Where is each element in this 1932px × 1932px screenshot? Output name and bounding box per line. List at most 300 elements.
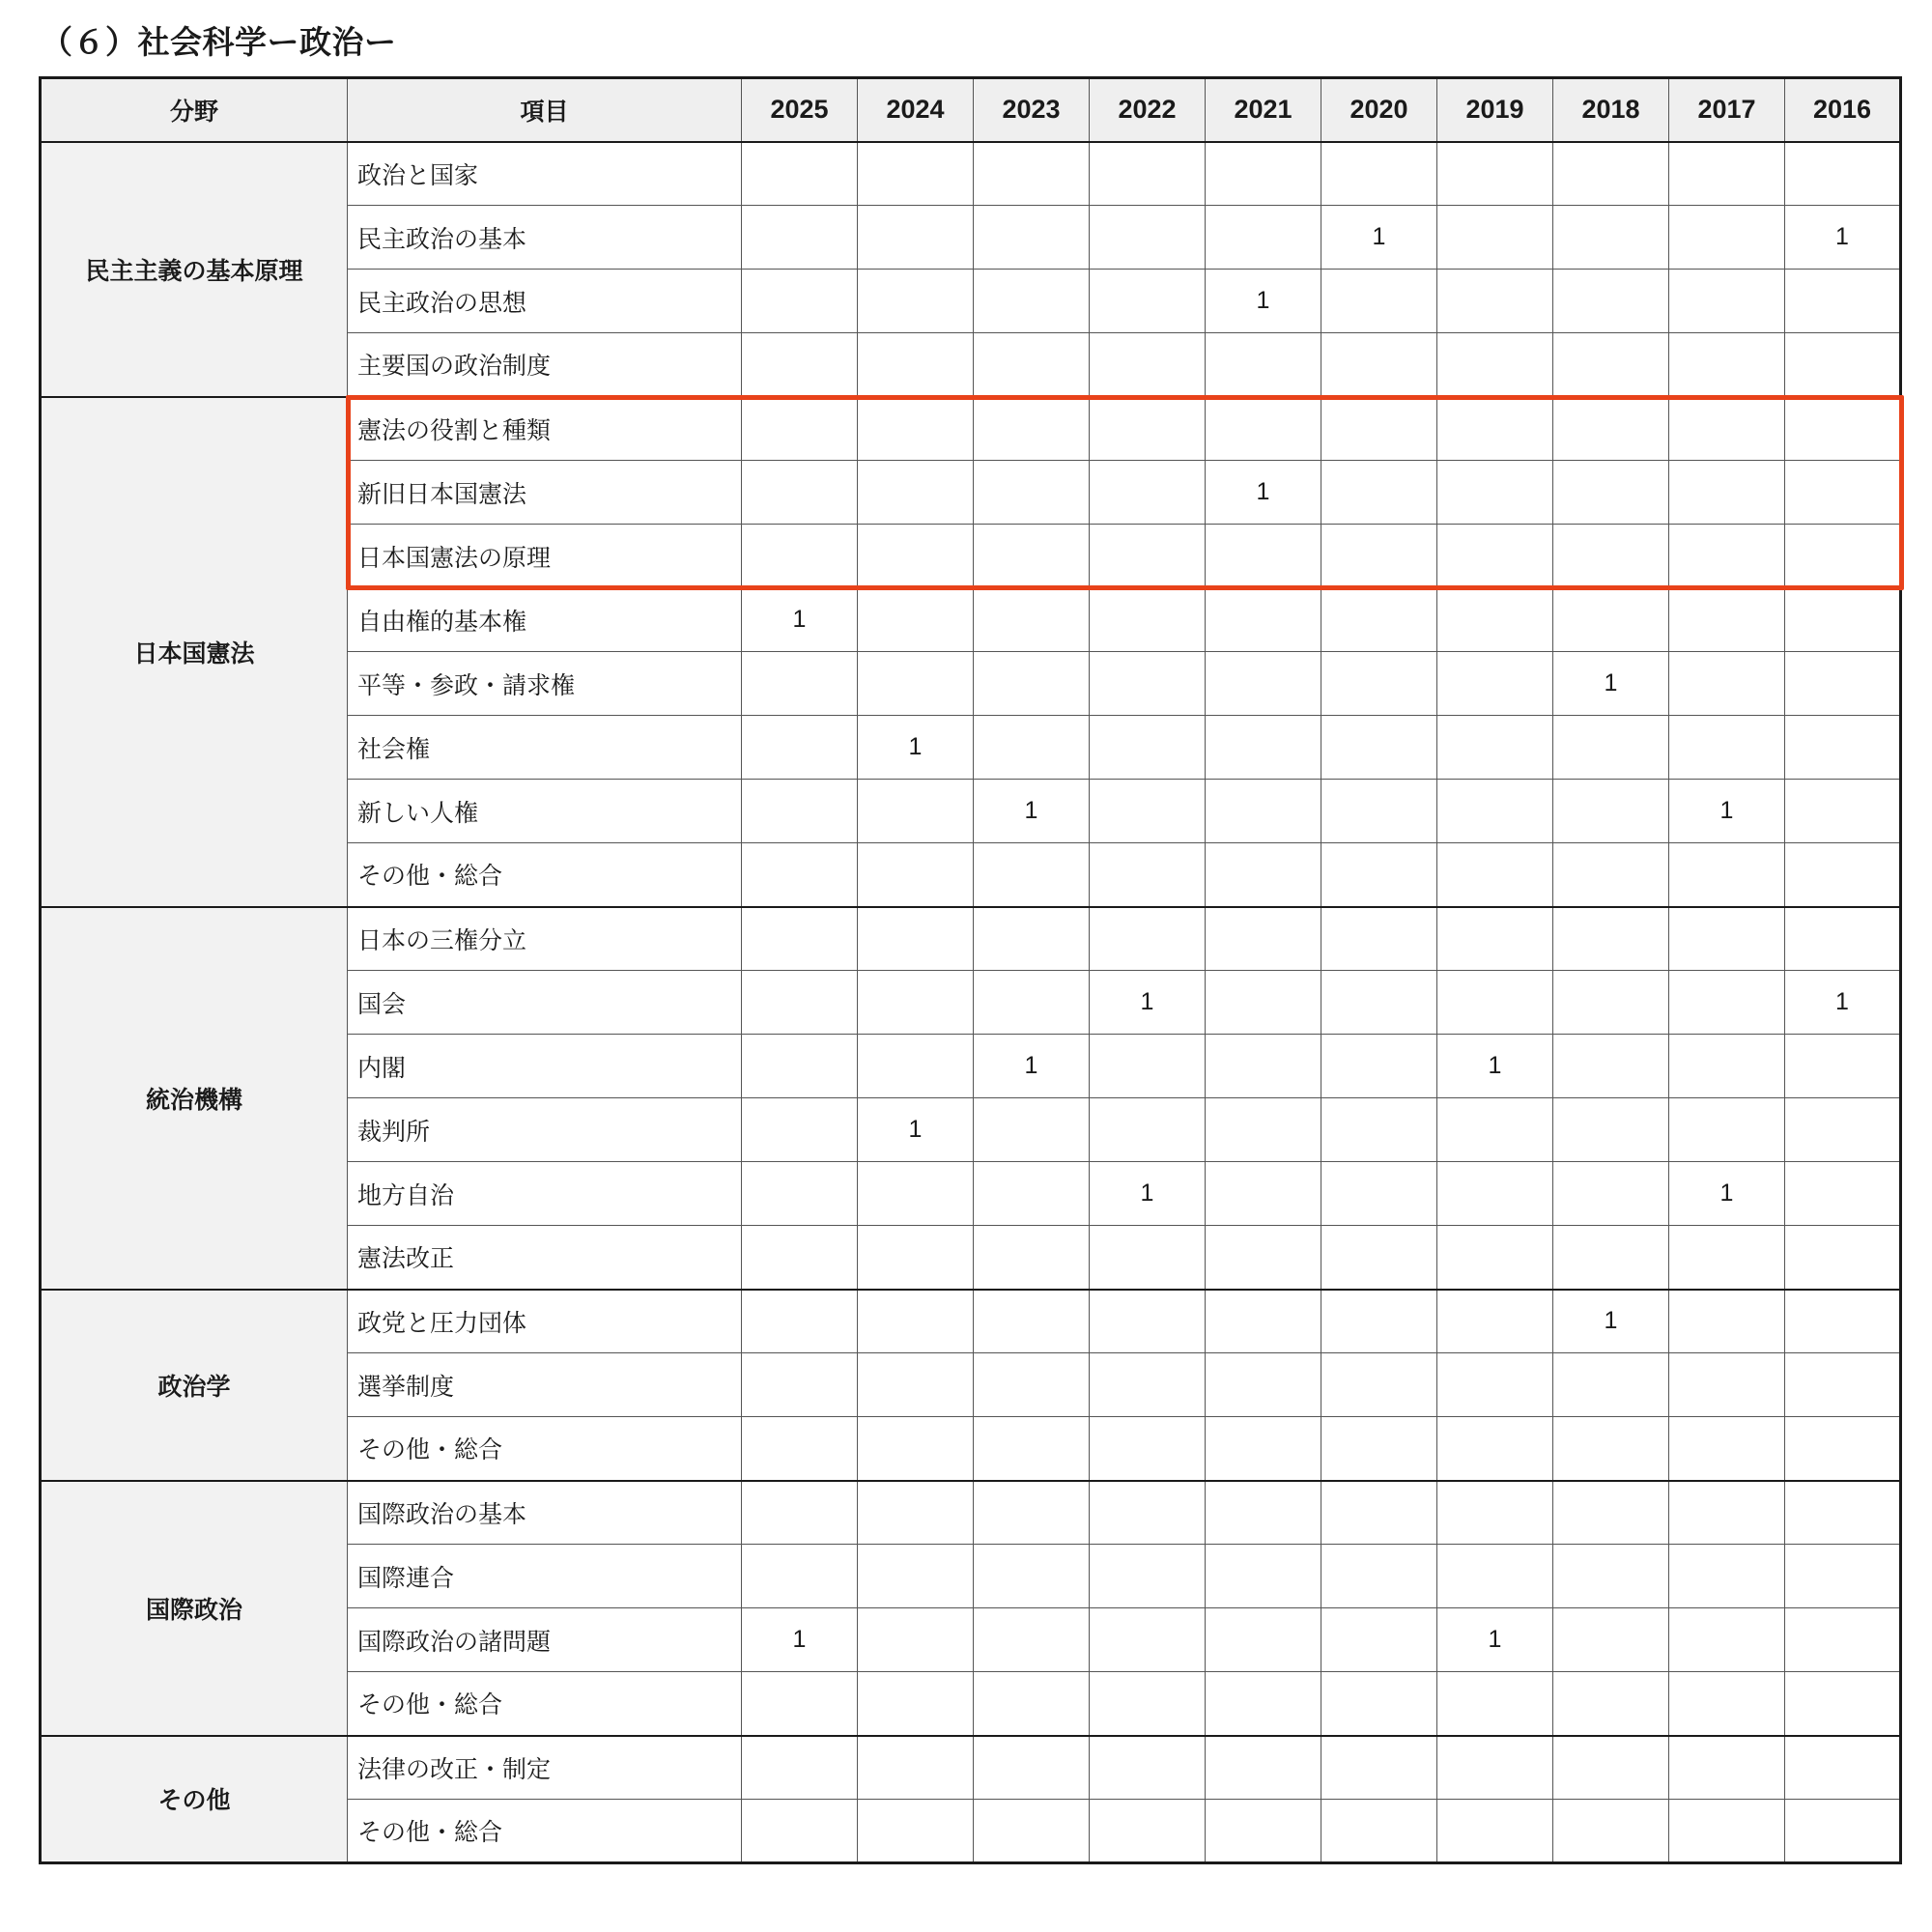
count-cell-2023	[974, 142, 1090, 206]
count-cell-2021: 1	[1206, 270, 1321, 333]
count-cell-2018	[1553, 525, 1669, 588]
count-cell-2023: 1	[974, 780, 1090, 843]
count-cell-2018	[1553, 1162, 1669, 1226]
count-cell-2021	[1206, 907, 1321, 971]
count-cell-2021	[1206, 1545, 1321, 1608]
table-row	[41, 397, 1901, 461]
count-cell-2019	[1437, 1226, 1553, 1290]
count-cell-2024	[858, 270, 974, 333]
count-cell-2018	[1553, 206, 1669, 270]
count-cell-2018	[1553, 397, 1669, 461]
count-cell-2016	[1785, 461, 1901, 525]
count-cell-2025	[742, 206, 858, 270]
count-cell-2021	[1206, 1800, 1321, 1863]
count-cell-2023	[974, 333, 1090, 397]
count-cell-2017	[1669, 652, 1785, 716]
count-cell-2021	[1206, 780, 1321, 843]
count-cell-2022	[1090, 461, 1206, 525]
count-cell-2017	[1669, 1736, 1785, 1800]
count-cell-2024	[858, 525, 974, 588]
count-cell-2018	[1553, 142, 1669, 206]
count-cell-2019	[1437, 1481, 1553, 1545]
header-year-2022: 2022	[1090, 78, 1206, 142]
count-cell-2022: 1	[1090, 971, 1206, 1035]
item-cell: 民主政治の基本	[348, 206, 742, 270]
count-cell-2023	[974, 525, 1090, 588]
item-cell: その他・総合	[348, 843, 742, 907]
count-cell-2023	[974, 843, 1090, 907]
count-cell-2016	[1785, 1417, 1901, 1481]
item-cell: 内閣	[348, 1035, 742, 1098]
table-body	[41, 142, 1901, 1863]
count-cell-2019	[1437, 270, 1553, 333]
count-cell-2022	[1090, 1098, 1206, 1162]
count-cell-2017	[1669, 1417, 1785, 1481]
count-cell-2018	[1553, 780, 1669, 843]
count-cell-2016	[1785, 1545, 1901, 1608]
count-cell-2018	[1553, 1035, 1669, 1098]
count-cell-2017	[1669, 397, 1785, 461]
count-cell-2019	[1437, 1736, 1553, 1800]
header-year-2020: 2020	[1321, 78, 1437, 142]
count-cell-2025	[742, 270, 858, 333]
count-cell-2018: 1	[1553, 652, 1669, 716]
count-cell-2016	[1785, 780, 1901, 843]
field-cell: 日本国憲法	[41, 397, 348, 907]
count-cell-2017	[1669, 907, 1785, 971]
count-cell-2016	[1785, 1290, 1901, 1353]
count-cell-2024	[858, 907, 974, 971]
count-cell-2017	[1669, 1545, 1785, 1608]
count-cell-2020	[1321, 1290, 1437, 1353]
count-cell-2019	[1437, 652, 1553, 716]
count-cell-2020	[1321, 1417, 1437, 1481]
count-cell-2016	[1785, 1608, 1901, 1672]
item-cell: その他・総合	[348, 1800, 742, 1863]
header-year-2023: 2023	[974, 78, 1090, 142]
item-cell: 平等・参政・請求権	[348, 652, 742, 716]
count-cell-2022	[1090, 1736, 1206, 1800]
count-cell-2022	[1090, 525, 1206, 588]
count-cell-2024	[858, 1545, 974, 1608]
count-cell-2024	[858, 1481, 974, 1545]
count-cell-2021: 1	[1206, 461, 1321, 525]
field-cell: 統治機構	[41, 907, 348, 1290]
count-cell-2020	[1321, 1035, 1437, 1098]
count-cell-2017	[1669, 1672, 1785, 1736]
count-cell-2024	[858, 1035, 974, 1098]
count-cell-2025	[742, 525, 858, 588]
count-cell-2021	[1206, 588, 1321, 652]
count-cell-2025	[742, 142, 858, 206]
item-cell: その他・総合	[348, 1672, 742, 1736]
count-cell-2017: 1	[1669, 1162, 1785, 1226]
count-cell-2018	[1553, 1736, 1669, 1800]
count-cell-2024	[858, 1417, 974, 1481]
count-cell-2017	[1669, 525, 1785, 588]
count-cell-2019	[1437, 843, 1553, 907]
count-cell-2025	[742, 843, 858, 907]
table-wrapper	[39, 76, 1893, 1864]
count-cell-2016	[1785, 142, 1901, 206]
count-cell-2016	[1785, 1162, 1901, 1226]
count-cell-2019	[1437, 971, 1553, 1035]
field-cell: 政治学	[41, 1290, 348, 1481]
count-cell-2020	[1321, 142, 1437, 206]
count-cell-2018	[1553, 1353, 1669, 1417]
count-cell-2023	[974, 971, 1090, 1035]
count-cell-2023	[974, 716, 1090, 780]
count-cell-2016	[1785, 1800, 1901, 1863]
count-cell-2021	[1206, 1672, 1321, 1736]
count-cell-2018	[1553, 716, 1669, 780]
count-cell-2017	[1669, 461, 1785, 525]
count-cell-2020	[1321, 525, 1437, 588]
count-cell-2021	[1206, 1736, 1321, 1800]
count-cell-2025	[742, 1800, 858, 1863]
item-cell: 日本の三権分立	[348, 907, 742, 971]
item-cell: 地方自治	[348, 1162, 742, 1226]
count-cell-2017	[1669, 1608, 1785, 1672]
count-cell-2021	[1206, 1035, 1321, 1098]
count-cell-2025	[742, 1481, 858, 1545]
count-cell-2022	[1090, 1672, 1206, 1736]
count-cell-2024	[858, 652, 974, 716]
count-cell-2022	[1090, 1290, 1206, 1353]
count-cell-2021	[1206, 333, 1321, 397]
count-cell-2022	[1090, 907, 1206, 971]
count-cell-2017	[1669, 1481, 1785, 1545]
header-year-2017: 2017	[1669, 78, 1785, 142]
table-row	[41, 907, 1901, 971]
count-cell-2017	[1669, 588, 1785, 652]
count-cell-2022	[1090, 1545, 1206, 1608]
count-cell-2020	[1321, 907, 1437, 971]
count-cell-2019	[1437, 1417, 1553, 1481]
count-cell-2020	[1321, 1481, 1437, 1545]
count-cell-2016	[1785, 1098, 1901, 1162]
item-cell: 国会	[348, 971, 742, 1035]
count-cell-2017	[1669, 843, 1785, 907]
count-cell-2022	[1090, 843, 1206, 907]
header-year-2018: 2018	[1553, 78, 1669, 142]
count-cell-2016	[1785, 1226, 1901, 1290]
count-cell-2023	[974, 1162, 1090, 1226]
item-cell: 裁判所	[348, 1098, 742, 1162]
count-cell-2016: 1	[1785, 971, 1901, 1035]
count-cell-2024	[858, 333, 974, 397]
count-cell-2017	[1669, 206, 1785, 270]
count-cell-2018	[1553, 971, 1669, 1035]
count-cell-2017	[1669, 142, 1785, 206]
count-cell-2020	[1321, 780, 1437, 843]
count-cell-2024	[858, 588, 974, 652]
count-cell-2016	[1785, 1481, 1901, 1545]
count-cell-2024	[858, 971, 974, 1035]
count-cell-2022	[1090, 780, 1206, 843]
count-cell-2020	[1321, 652, 1437, 716]
count-cell-2023	[974, 270, 1090, 333]
item-cell: 国際政治の基本	[348, 1481, 742, 1545]
count-cell-2019: 1	[1437, 1608, 1553, 1672]
count-cell-2019	[1437, 397, 1553, 461]
count-cell-2025	[742, 461, 858, 525]
count-cell-2019	[1437, 1162, 1553, 1226]
count-cell-2017	[1669, 1035, 1785, 1098]
count-cell-2023	[974, 1226, 1090, 1290]
count-cell-2025	[742, 1736, 858, 1800]
count-cell-2016	[1785, 716, 1901, 780]
item-cell: 政治と国家	[348, 142, 742, 206]
count-cell-2018	[1553, 1098, 1669, 1162]
field-cell: 民主主義の基本原理	[41, 142, 348, 397]
count-cell-2023	[974, 1736, 1090, 1800]
count-cell-2025	[742, 1035, 858, 1098]
count-cell-2025: 1	[742, 1608, 858, 1672]
count-cell-2018	[1553, 843, 1669, 907]
count-cell-2020	[1321, 1672, 1437, 1736]
count-cell-2016	[1785, 652, 1901, 716]
item-cell: 自由権的基本権	[348, 588, 742, 652]
count-cell-2016	[1785, 397, 1901, 461]
count-cell-2016	[1785, 1035, 1901, 1098]
count-cell-2023	[974, 1353, 1090, 1417]
item-cell: 国際政治の諸問題	[348, 1608, 742, 1672]
count-cell-2025: 1	[742, 588, 858, 652]
count-cell-2024	[858, 1353, 974, 1417]
count-cell-2025	[742, 780, 858, 843]
count-cell-2025	[742, 1417, 858, 1481]
item-cell: その他・総合	[348, 1417, 742, 1481]
header-year-2019: 2019	[1437, 78, 1553, 142]
subject-frequency-table	[39, 76, 1902, 1864]
count-cell-2024	[858, 461, 974, 525]
count-cell-2022	[1090, 1608, 1206, 1672]
count-cell-2020	[1321, 333, 1437, 397]
count-cell-2019	[1437, 142, 1553, 206]
count-cell-2019	[1437, 1672, 1553, 1736]
count-cell-2021	[1206, 1353, 1321, 1417]
page-title: （６）社会科学ー政治ー	[41, 24, 397, 60]
count-cell-2023	[974, 1098, 1090, 1162]
count-cell-2017	[1669, 1098, 1785, 1162]
table-head	[41, 78, 1901, 142]
count-cell-2020	[1321, 1800, 1437, 1863]
count-cell-2019	[1437, 206, 1553, 270]
count-cell-2025	[742, 397, 858, 461]
count-cell-2022	[1090, 716, 1206, 780]
count-cell-2017	[1669, 333, 1785, 397]
count-cell-2021	[1206, 525, 1321, 588]
count-cell-2018	[1553, 1608, 1669, 1672]
count-cell-2017: 1	[1669, 780, 1785, 843]
count-cell-2023	[974, 1417, 1090, 1481]
count-cell-2024	[858, 1162, 974, 1226]
count-cell-2024	[858, 206, 974, 270]
count-cell-2019	[1437, 1353, 1553, 1417]
count-cell-2023	[974, 588, 1090, 652]
item-cell: 憲法の役割と種類	[348, 397, 742, 461]
count-cell-2022: 1	[1090, 1162, 1206, 1226]
count-cell-2016	[1785, 270, 1901, 333]
count-cell-2016	[1785, 588, 1901, 652]
count-cell-2025	[742, 652, 858, 716]
header-year-2021: 2021	[1206, 78, 1321, 142]
count-cell-2023	[974, 397, 1090, 461]
count-cell-2025	[742, 1162, 858, 1226]
count-cell-2018	[1553, 1545, 1669, 1608]
count-cell-2021	[1206, 1290, 1321, 1353]
count-cell-2023	[974, 206, 1090, 270]
count-cell-2025	[742, 1290, 858, 1353]
count-cell-2022	[1090, 588, 1206, 652]
count-cell-2022	[1090, 1481, 1206, 1545]
table-row	[41, 1481, 1901, 1545]
count-cell-2018	[1553, 1417, 1669, 1481]
count-cell-2022	[1090, 1800, 1206, 1863]
count-cell-2024	[858, 1736, 974, 1800]
count-cell-2025	[742, 1672, 858, 1736]
count-cell-2019	[1437, 1098, 1553, 1162]
header-year-2024: 2024	[858, 78, 974, 142]
item-cell: 社会権	[348, 716, 742, 780]
field-cell: その他	[41, 1736, 348, 1863]
count-cell-2021	[1206, 652, 1321, 716]
count-cell-2022	[1090, 1226, 1206, 1290]
count-cell-2023	[974, 1672, 1090, 1736]
count-cell-2024	[858, 1290, 974, 1353]
count-cell-2018	[1553, 907, 1669, 971]
count-cell-2019	[1437, 333, 1553, 397]
count-cell-2019	[1437, 716, 1553, 780]
item-cell: 憲法改正	[348, 1226, 742, 1290]
count-cell-2021	[1206, 1098, 1321, 1162]
count-cell-2023	[974, 1481, 1090, 1545]
count-cell-2021	[1206, 206, 1321, 270]
count-cell-2023	[974, 461, 1090, 525]
count-cell-2020	[1321, 270, 1437, 333]
count-cell-2024: 1	[858, 1098, 974, 1162]
count-cell-2018	[1553, 1481, 1669, 1545]
count-cell-2016	[1785, 1672, 1901, 1736]
count-cell-2018	[1553, 461, 1669, 525]
count-cell-2016	[1785, 333, 1901, 397]
item-cell: 主要国の政治制度	[348, 333, 742, 397]
item-cell: 国際連合	[348, 1545, 742, 1608]
count-cell-2023	[974, 1545, 1090, 1608]
count-cell-2025	[742, 1098, 858, 1162]
count-cell-2024	[858, 397, 974, 461]
item-cell: 選挙制度	[348, 1353, 742, 1417]
count-cell-2019	[1437, 780, 1553, 843]
count-cell-2020	[1321, 1736, 1437, 1800]
count-cell-2020	[1321, 397, 1437, 461]
count-cell-2017	[1669, 1226, 1785, 1290]
count-cell-2016	[1785, 1353, 1901, 1417]
count-cell-2019	[1437, 1800, 1553, 1863]
count-cell-2018: 1	[1553, 1290, 1669, 1353]
count-cell-2019	[1437, 1545, 1553, 1608]
item-cell: 日本国憲法の原理	[348, 525, 742, 588]
count-cell-2016: 1	[1785, 206, 1901, 270]
header-field: 分野	[41, 78, 348, 142]
count-cell-2017	[1669, 270, 1785, 333]
count-cell-2019	[1437, 461, 1553, 525]
count-cell-2016	[1785, 843, 1901, 907]
count-cell-2023: 1	[974, 1035, 1090, 1098]
count-cell-2024	[858, 843, 974, 907]
count-cell-2023	[974, 652, 1090, 716]
count-cell-2024	[858, 1608, 974, 1672]
count-cell-2019: 1	[1437, 1035, 1553, 1098]
count-cell-2021	[1206, 1481, 1321, 1545]
count-cell-2019	[1437, 525, 1553, 588]
count-cell-2020	[1321, 1098, 1437, 1162]
count-cell-2021	[1206, 716, 1321, 780]
count-cell-2016	[1785, 907, 1901, 971]
item-cell: 民主政治の思想	[348, 270, 742, 333]
count-cell-2017	[1669, 716, 1785, 780]
count-cell-2022	[1090, 1417, 1206, 1481]
count-cell-2025	[742, 1226, 858, 1290]
count-cell-2018	[1553, 1226, 1669, 1290]
count-cell-2020	[1321, 1608, 1437, 1672]
count-cell-2021	[1206, 1417, 1321, 1481]
count-cell-2020	[1321, 843, 1437, 907]
count-cell-2023	[974, 1608, 1090, 1672]
count-cell-2025	[742, 716, 858, 780]
count-cell-2025	[742, 1353, 858, 1417]
count-cell-2021	[1206, 1608, 1321, 1672]
count-cell-2021	[1206, 971, 1321, 1035]
header-item: 項目	[348, 78, 742, 142]
count-cell-2020	[1321, 971, 1437, 1035]
header-row	[41, 78, 1901, 142]
field-cell: 国際政治	[41, 1481, 348, 1736]
count-cell-2020	[1321, 1226, 1437, 1290]
count-cell-2019	[1437, 1290, 1553, 1353]
count-cell-2017	[1669, 1290, 1785, 1353]
count-cell-2018	[1553, 1672, 1669, 1736]
count-cell-2018	[1553, 588, 1669, 652]
count-cell-2023	[974, 1800, 1090, 1863]
count-cell-2024	[858, 142, 974, 206]
count-cell-2024	[858, 1226, 974, 1290]
header-year-2025: 2025	[742, 78, 858, 142]
count-cell-2018	[1553, 333, 1669, 397]
count-cell-2020	[1321, 1353, 1437, 1417]
count-cell-2017	[1669, 1800, 1785, 1863]
count-cell-2021	[1206, 397, 1321, 461]
count-cell-2021	[1206, 843, 1321, 907]
count-cell-2016	[1785, 525, 1901, 588]
count-cell-2021	[1206, 142, 1321, 206]
count-cell-2017	[1669, 1353, 1785, 1417]
count-cell-2017	[1669, 971, 1785, 1035]
count-cell-2022	[1090, 333, 1206, 397]
count-cell-2024	[858, 1800, 974, 1863]
count-cell-2022	[1090, 270, 1206, 333]
count-cell-2020	[1321, 461, 1437, 525]
count-cell-2019	[1437, 588, 1553, 652]
table-row	[41, 1290, 1901, 1353]
count-cell-2018	[1553, 1800, 1669, 1863]
count-cell-2018	[1553, 270, 1669, 333]
count-cell-2020	[1321, 716, 1437, 780]
count-cell-2025	[742, 907, 858, 971]
header-year-2016: 2016	[1785, 78, 1901, 142]
count-cell-2025	[742, 971, 858, 1035]
